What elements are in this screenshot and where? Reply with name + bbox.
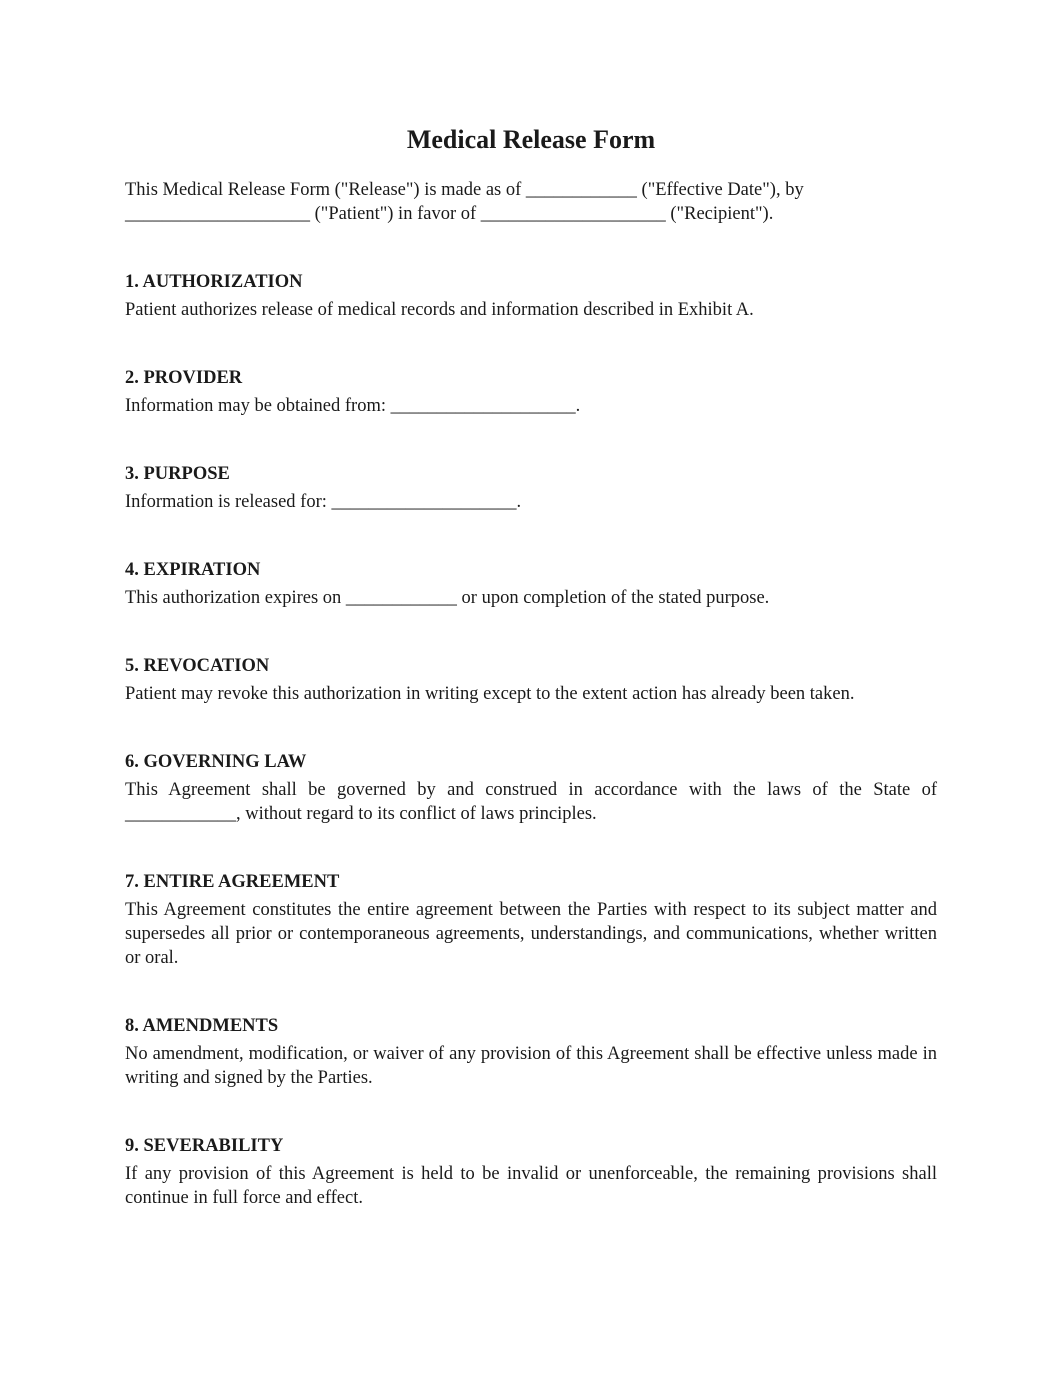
section-revocation: [125, 654, 937, 706]
section-heading: 3. PURPOSE: [125, 464, 230, 484]
section-heading: 4. EXPIRATION: [125, 560, 261, 580]
intro-line-2: ____________________ ("Patient") in favor of ____________________ ("Recipient").: [125, 204, 774, 224]
section-severability: [125, 1134, 937, 1210]
section-heading: 2. PROVIDER: [125, 368, 243, 388]
section-heading: 9. SEVERABILITY: [125, 1136, 284, 1156]
section-text: Information is released for: ____________________.: [125, 492, 522, 512]
section-text: If any provision of this Agreement is held to be invalid or unenforceable, the remaining provisions shall continue in full force and effect.: [125, 1164, 937, 1208]
section-expiration: [125, 558, 937, 610]
section-provider: [125, 366, 937, 418]
section-text: Patient may revoke this authorization in writing except to the extent action has already been taken.: [125, 684, 855, 704]
intro-line-1: This Medical Release Form ("Release") is made as of ____________ ("Effective Date"), by: [125, 180, 804, 200]
section-heading: 8. AMENDMENTS: [125, 1016, 279, 1036]
section-heading: 6. GOVERNING LAW: [125, 752, 307, 772]
document-title: Medical Release Form: [406, 125, 656, 154]
section-text: Patient authorizes release of medical records and information described in Exhibit A.: [125, 300, 754, 320]
document-page: [125, 124, 937, 1254]
section-heading: 7. ENTIRE AGREEMENT: [125, 872, 340, 892]
section-governing-law: [125, 750, 937, 826]
section-entire-agreement: [125, 870, 937, 970]
section-heading: 1. AUTHORIZATION: [125, 272, 303, 292]
section-authorization: [125, 270, 937, 322]
section-amendments: [125, 1014, 937, 1090]
section-text: This authorization expires on ____________ or upon completion of the stated purpose.: [125, 588, 770, 608]
section-purpose: [125, 462, 937, 514]
intro-paragraph: [125, 178, 937, 226]
section-text: Information may be obtained from: ____________________.: [125, 396, 581, 416]
section-text: This Agreement constitutes the entire agreement between the Parties with respect to its subject matter and supersedes all prior or contemporaneous agreements, understandings, and communications, whether written or oral.: [125, 900, 937, 968]
section-text: This Agreement shall be governed by and construed in accordance with the laws of the State of ____________, without regard to its conflict of laws principles.: [125, 780, 937, 824]
section-heading: 5. REVOCATION: [125, 656, 270, 676]
section-text: No amendment, modification, or waiver of any provision of this Agreement shall be effective unless made in writing and signed by the Parties.: [125, 1044, 937, 1088]
